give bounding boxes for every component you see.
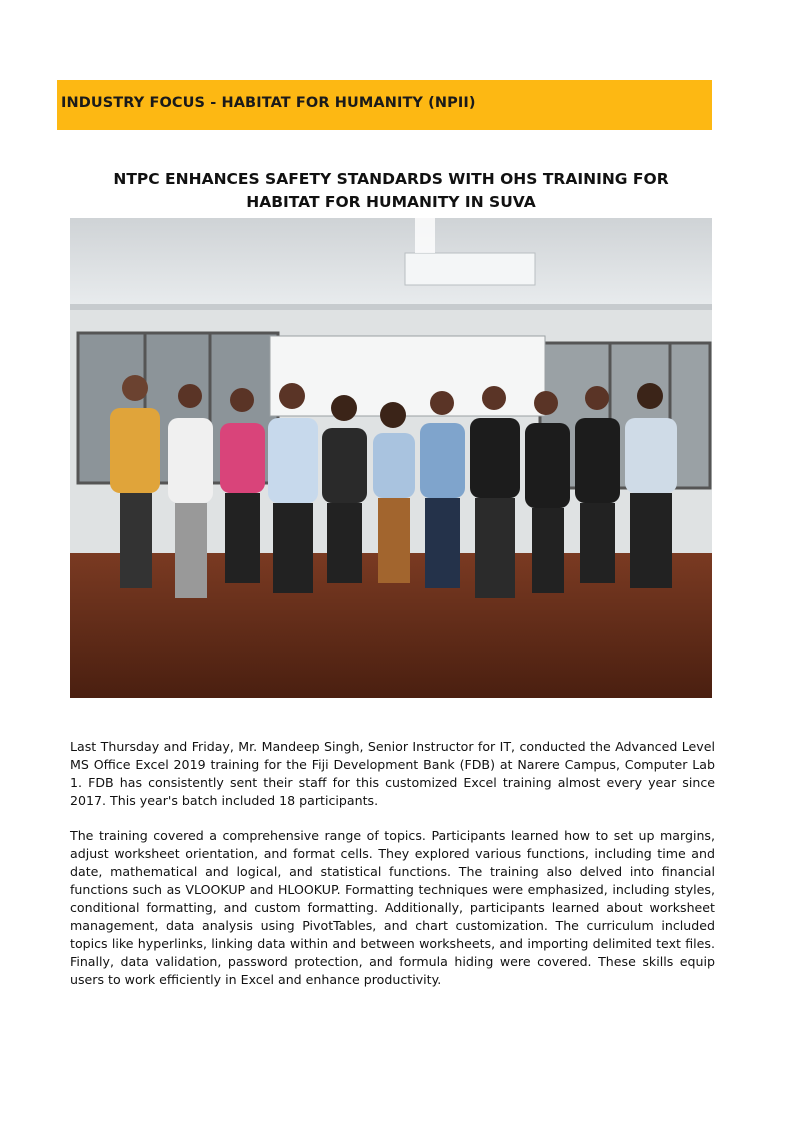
article-headline bbox=[70, 168, 712, 214]
article-paragraph-1: Last Thursday and Friday, Mr. Mandeep Singh, Senior Instructor for IT, conducted the Advanced Level MS Office Excel 2019 training for the Fiji Development Bank (FDB) at Narere Campus, Computer Lab 1. FDB has consistently sent their staff for this customized Excel training almost every year since 2017. This year's batch included 18 participants. bbox=[70, 739, 715, 808]
section-title: INDUSTRY FOCUS - HABITAT FOR HUMANITY (NPII) bbox=[61, 95, 476, 111]
headline-line-1: NTPC ENHANCES SAFETY STANDARDS WITH OHS TRAINING FOR bbox=[113, 170, 669, 188]
section-banner bbox=[57, 80, 712, 130]
group-photo bbox=[70, 218, 712, 698]
article-paragraph-2: The training covered a comprehensive range of topics. Participants learned how to set up margins, adjust worksheet orientation, and format cells. They explored various functions, including time and date, mathematical and logical, and statistical functions. The training also delved into financial functions such as VLOOKUP and HLOOKUP. Formatting techniques were emphasized, including styles, conditional formatting, and custom formatting. Additionally, participants learned about worksheet management, data analysis using PivotTables, and chart customization. The curriculum included topics like hyperlinks, linking data within and between worksheets, and importing delimited text files. Finally, data validation, password protection, and formula hiding were covered. These skills equip users to work efficiently in Excel and enhance productivity. bbox=[70, 828, 715, 987]
headline-line-2: HABITAT FOR HUMANITY IN SUVA bbox=[246, 193, 536, 211]
